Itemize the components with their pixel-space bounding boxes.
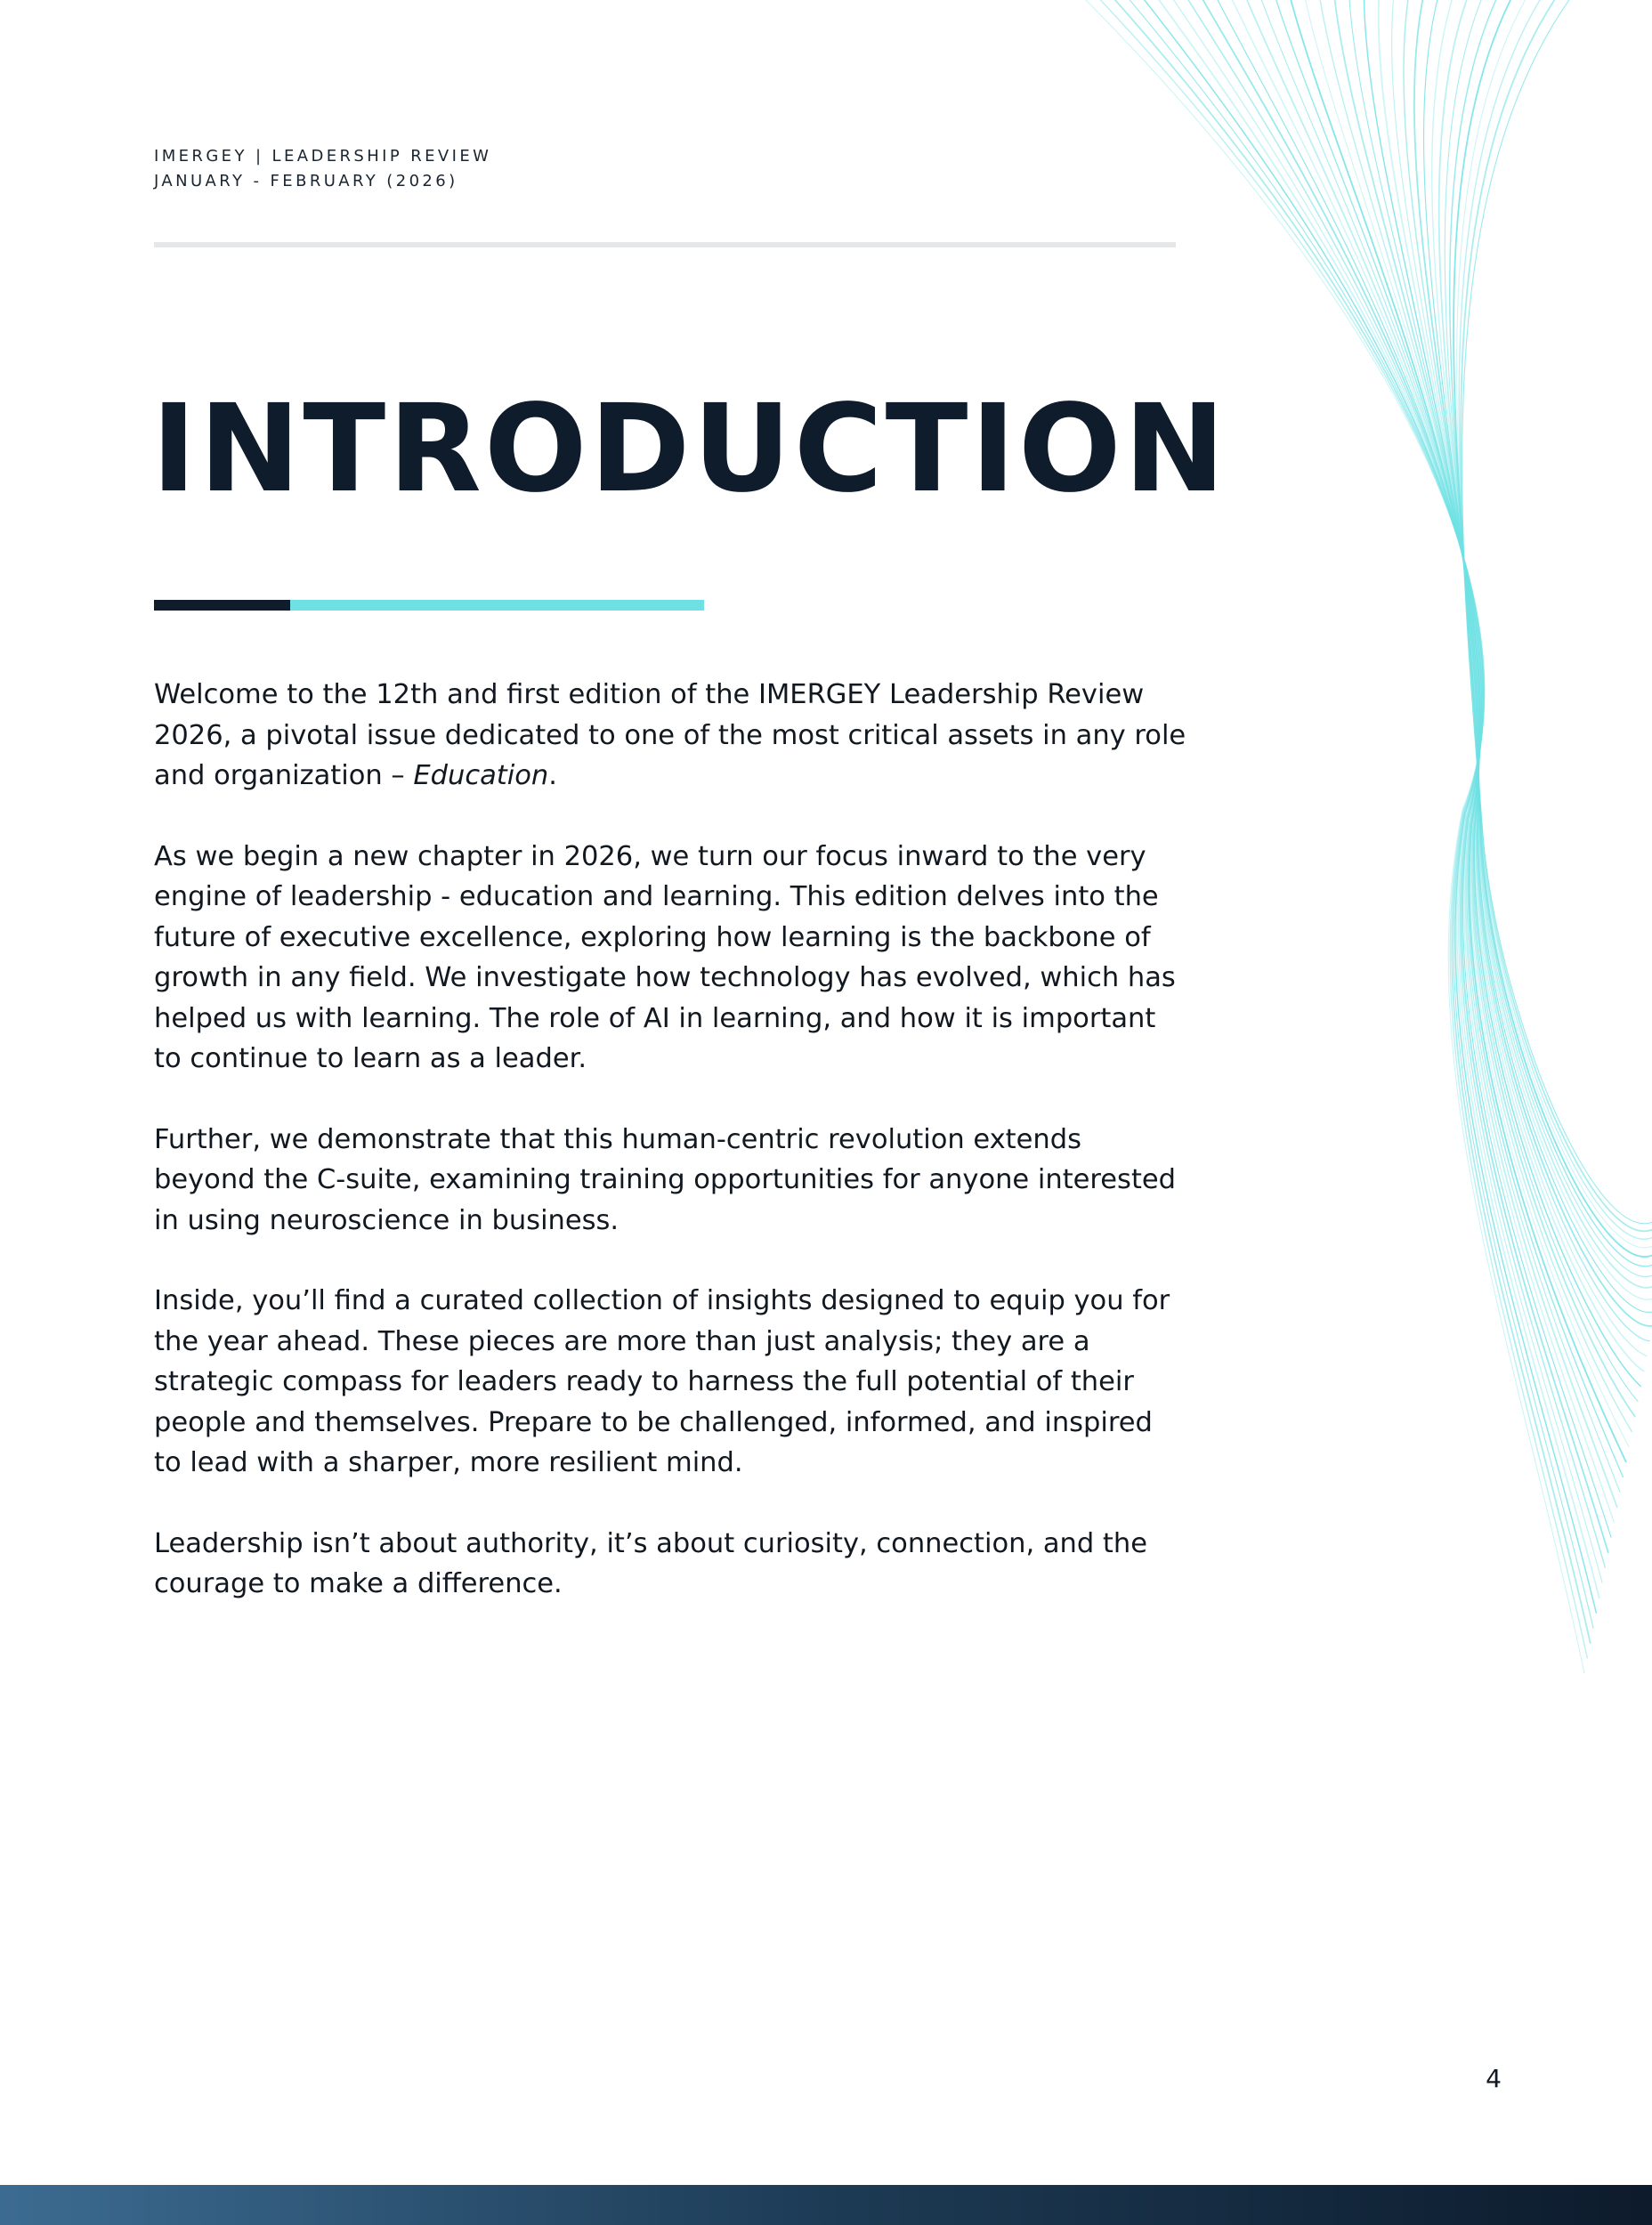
publication-name: IMERGEY | LEADERSHIP REVIEW bbox=[154, 147, 492, 166]
publication-header bbox=[154, 144, 491, 194]
wave-line bbox=[1462, 0, 1652, 1224]
wave-line bbox=[1414, 0, 1652, 1326]
paragraph-human-centric: Further, we demonstrate that this human-centric revolution extends beyond the C-suite, examining training opportunities for anyone interested in using neuroscience in business. bbox=[154, 1123, 1177, 1236]
paragraph-leadership: Leadership isn’t about authority, it’s about curiosity, connection, and the courage to make a difference. bbox=[154, 1527, 1147, 1599]
wave-line bbox=[1122, 0, 1593, 1628]
footer-gradient-bar bbox=[0, 2185, 1652, 2225]
wave-line bbox=[1459, 0, 1652, 1239]
wave-line bbox=[1432, 0, 1652, 1299]
wave-line bbox=[1274, 0, 1624, 1477]
wave-line bbox=[1289, 0, 1626, 1461]
title-accent-bar bbox=[154, 600, 704, 611]
wave-line bbox=[1349, 0, 1639, 1402]
wave-line bbox=[1304, 0, 1630, 1447]
article-body bbox=[154, 675, 1186, 1645]
welcome-text: Welcome to the 12th and first edition of the IMERGEY Leadership Review 2026, a pivotal issue dedicated to one of the most critical assets in any role and organization – bbox=[154, 679, 1186, 791]
wave-line bbox=[1424, 0, 1652, 1312]
accent-bar-light-segment bbox=[290, 600, 704, 611]
issue-date: JANUARY - FEBRUARY (2026) bbox=[154, 172, 458, 190]
paragraph-new-chapter: As we begin a new chapter in 2026, we turn our focus inward to the very engine of leadership - education and learning. This edition delves into the future of executive excellence, exploring how learning is the backbone of growth in any field. We investigate how technology has evolved, which has helped us with learning. The role of AI in learning, and how it is important to continue to learn as a leader. bbox=[154, 840, 1176, 1074]
wave-line bbox=[1319, 0, 1632, 1432]
wave-line bbox=[1392, 0, 1647, 1356]
paragraph-inside: Inside, you’ll find a curated collection of insights designed to equip you for the year ahead. These pieces are more than just analysis; they are a strategic compass for leaders ready to harness the full potential of their people and themselves. Prepare to be challenged, informed, and inspired to lead with a sharper, more resilient mind. bbox=[154, 1285, 1170, 1478]
wave-line bbox=[1243, 0, 1617, 1507]
page-title: INTRODUCTION bbox=[151, 379, 1228, 520]
education-emphasis: Education bbox=[413, 760, 549, 791]
wave-line bbox=[1379, 0, 1644, 1371]
wave-line bbox=[1450, 0, 1652, 1266]
wave-line bbox=[1461, 0, 1652, 1231]
wave-line bbox=[1259, 0, 1620, 1492]
wave-line bbox=[1334, 0, 1635, 1417]
page-number: 4 bbox=[1486, 2064, 1502, 2093]
wave-line bbox=[1457, 0, 1652, 1248]
wave-line bbox=[1404, 0, 1649, 1341]
wave-line bbox=[1445, 0, 1652, 1276]
wave-line bbox=[1168, 0, 1602, 1582]
wave-line bbox=[1228, 0, 1615, 1522]
wave-line bbox=[1454, 0, 1652, 1257]
accent-bar-dark-segment bbox=[154, 600, 290, 611]
wave-line bbox=[1138, 0, 1596, 1613]
header-divider bbox=[154, 242, 1176, 247]
wave-line bbox=[1198, 0, 1608, 1552]
wave-line bbox=[1153, 0, 1599, 1598]
wave-line bbox=[1364, 0, 1640, 1387]
paragraph-welcome bbox=[154, 675, 1186, 797]
wave-line bbox=[1439, 0, 1652, 1288]
wave-line bbox=[1213, 0, 1611, 1537]
wave-line bbox=[1183, 0, 1606, 1567]
welcome-period: . bbox=[548, 760, 557, 791]
